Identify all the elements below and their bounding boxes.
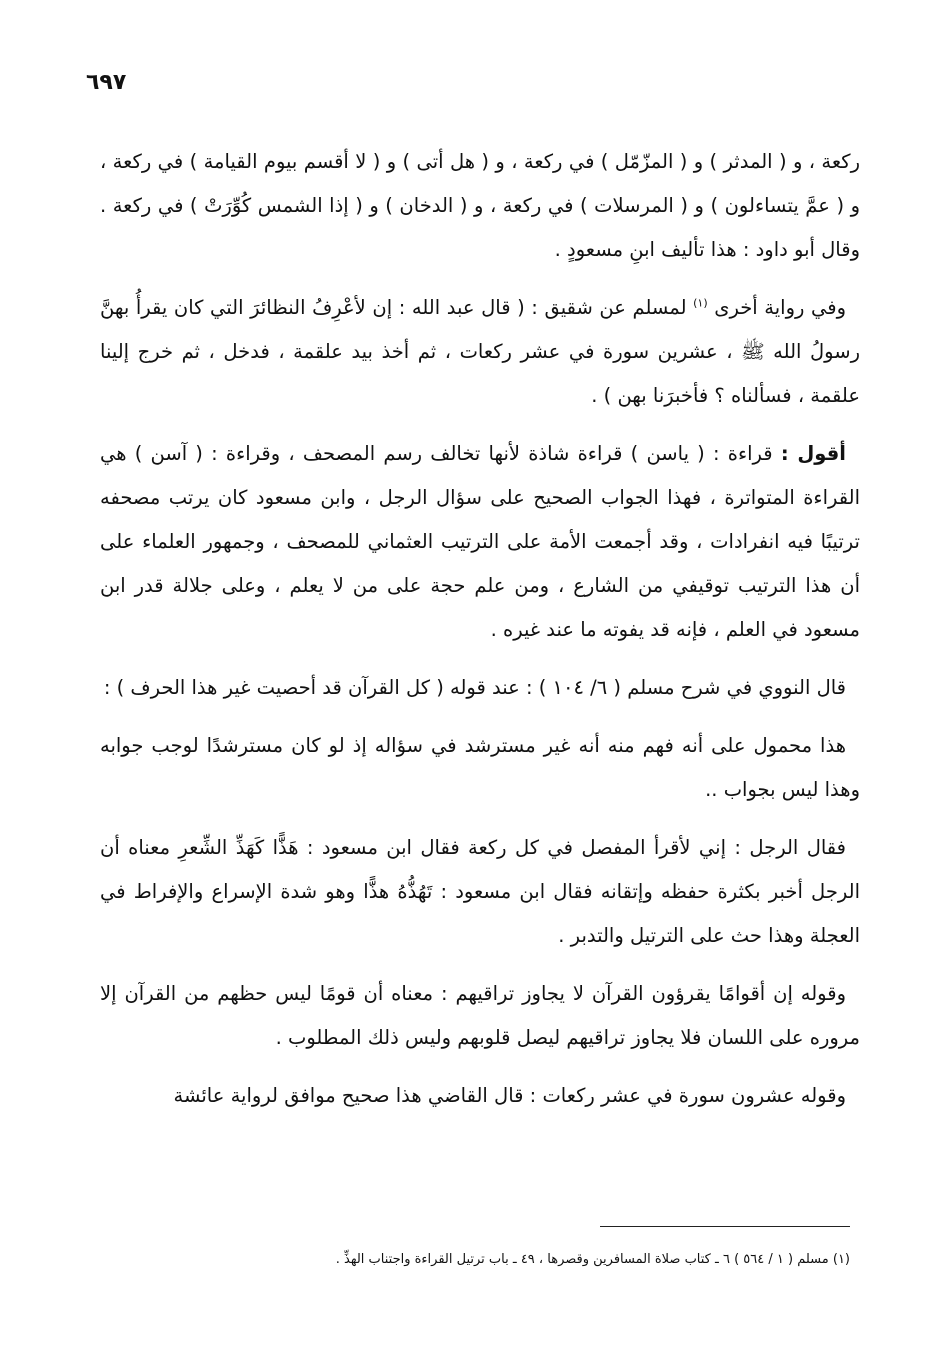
paragraph-7: وقوله إن أقوامًا يقرؤون القرآن لا يجاوز تراقيهم : معناه أن قومًا ليس حظهم من القرآن إلا مروره على اللسان فلا يجاوز تراقيهم ليصل قلوبهم وليس ذلك المطلوب . <box>100 982 860 1049</box>
paragraph-3-text: قراءة : ( ياسن ) قراءة شاذة لأنها تخالف رسم المصحف ، وقراءة : ( آسن ) هي القراءة المتواترة ، فهذا الجواب الصحيح على سؤال الرجل ، وابن مسعود كان يرتب مصحفه ترتيبًا فيه انفرادات ، وقد أجمعت الأمة على الترتيب العثماني للمصحف ، وجمهور العلماء على أن هذا الترتيب توقيفي من الشارع ، ومن علم حجة على من لا يعلم ، وعلى جلالة قدر ابن مسعود في العلم ، فإنه قد يفوته ما عند غيره . <box>100 442 860 641</box>
paragraph-8: وقوله عشرون سورة في عشر ركعات : قال القاضي هذا صحيح موافق لرواية عائشة <box>173 1084 846 1107</box>
paragraph-4: قال النووي في شرح مسلم ( ٦/ ١٠٤ ) : عند قوله ( كل القرآن قد أحصيت غير هذا الحرف ) : <box>103 676 846 699</box>
footnote-reference: (١) <box>693 296 708 310</box>
paragraph-2-part-a: وفي رواية أخرى <box>707 296 846 319</box>
paragraph-2-part-b: لمسلم عن شقيق : ( قال عبد الله : إن لأعْرِفُ النظائرَ التي كان يقرأُ بهنَّ رسولُ الله ﷺ ، عشرين سورة في عشر ركعات ، ثم أخذ بيد علقمة ، فدخل ، ثم خرج إلينا علقمة ، فسألناه ؟ فأخبرَنا بهن ) . <box>100 296 860 407</box>
paragraph-6: فقال الرجل : إني لأقرأ المفصل في كل ركعة فقال ابن مسعود : هَذًّا كَهَذِّ الشِّعرِ معناه أن الرجل أخبر بكثرة حفظه وإتقانه فقال ابن مسعود : تَهُذُّهُ هذًّا وهو شدة الإسراع والإفراط في العجلة وهذا حث على الترتيل والتدبر . <box>100 836 860 947</box>
page-number: ٦٩٧ <box>86 70 127 95</box>
paragraph-5: هذا محمول على أنه فهم منه أنه غير مسترشد في سؤاله إذ لو كان مسترشدًا لوجب جوابه وهذا ليس بجواب .. <box>100 734 860 801</box>
footnote-divider <box>600 1226 850 1227</box>
paragraph-1: ركعة ، و ( المدثر ) و ( المزّمّل ) في ركعة ، و ( هل أتى ) و ( لا أقسم بيوم القيامة ) في ركعة ، و ( عمَّ يتساءلون ) و ( المرسلات ) في ركعة ، و ( الدخان ) و ( إذا الشمس كُوِّرَتْ ) في ركعة . وقال أبو داود : هذا تأليف ابنِ مسعودٍ . <box>100 150 860 261</box>
main-text <box>100 140 860 1132</box>
footnote: (١) مسلم ( ١ / ٥٦٤ ) ٦ ـ كتاب صلاة المسافرين وقصرها ، ٤٩ ـ باب ترتيل القراءة واجتناب الهذِّ . <box>335 1252 850 1267</box>
paragraph-3 <box>100 432 860 652</box>
paragraph-3-lead: أقول : <box>780 442 846 465</box>
paragraph-2 <box>100 286 860 418</box>
